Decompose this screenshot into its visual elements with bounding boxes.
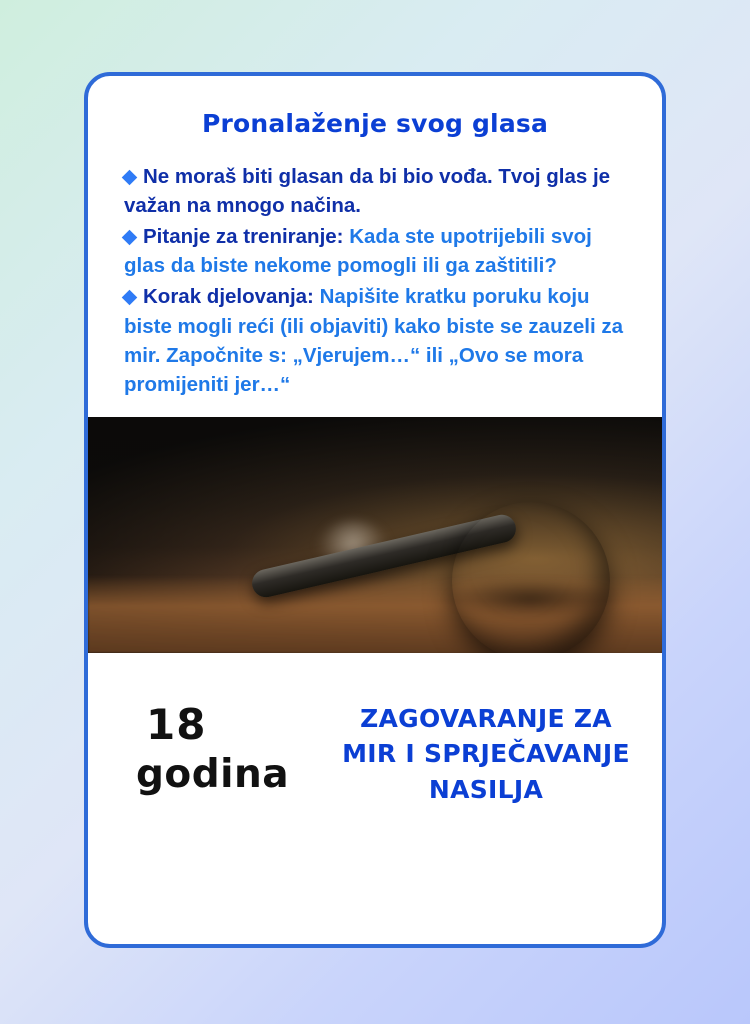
- bullet-lead: Korak djelovanja:: [143, 285, 314, 309]
- card-title: Pronalaženje svog glasa: [201, 109, 549, 138]
- bullet-item: [124, 222, 626, 280]
- age-number: 18: [146, 699, 207, 749]
- age-word: godina: [136, 752, 290, 798]
- bullet-item: [124, 162, 626, 220]
- bullet-lead: Ne moraš biti glasan da bi bio vođa. Tvoj glas je važan na mnogo načina.: [124, 165, 611, 218]
- bullet-item: [124, 282, 626, 398]
- content-card: [84, 72, 666, 948]
- microphone-head: [452, 502, 610, 653]
- category-label: ZAGOVARANJE ZA MIR I SPRJEČAVANJE NASILJA: [342, 703, 630, 804]
- age-block: [136, 699, 289, 800]
- diamond-bullet-icon: [122, 290, 138, 306]
- diamond-bullet-icon: [122, 230, 138, 246]
- card-footer: [88, 653, 662, 944]
- bullet-rest: Kada ste upotrijebili svoj glas da biste nekome pomogli ili ga zaštitili?: [124, 225, 592, 278]
- card-body: [124, 162, 626, 401]
- bullet-lead: Pitanje za treniranje:: [143, 225, 344, 249]
- bullet-rest: Napišite kratku poruku koju biste mogli reći (ili objaviti) kako biste se zauzeli za mir. Započnite s: „Vjerujem…“ ili „Ovo se mora promijeniti jer…“: [124, 285, 623, 396]
- microphone-photo: [88, 417, 662, 653]
- diamond-bullet-icon: [122, 170, 138, 186]
